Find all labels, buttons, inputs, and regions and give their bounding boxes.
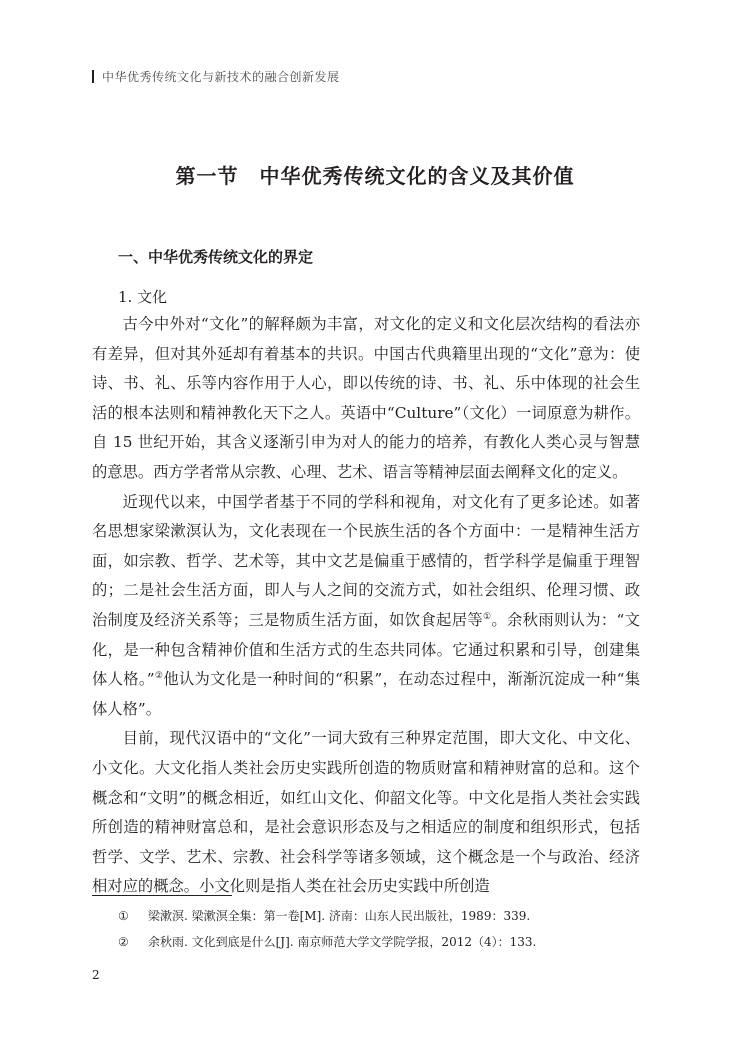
paragraph-1: 古今中外对“文化”的解释颇为丰富，对文化的定义和文化层次结构的看法亦有差异，但对其外延却有着基本的共识。中国古代典籍里出现的“文化”意为：使诗、书、礼、乐等内容作用于人心，即以传统的诗、书、礼、乐中体现的社会生活的根本法则和精神教化天下之人。英语中“Culture”（文化）一词原意为耕作。自 15 世纪开始，其含义逐渐引申为对人的能力的培养，有教化人类心灵与智慧的意思。西方学者常从宗教、心理、艺术、语言等精神层面去阐释文化的定义。 bbox=[92, 315, 640, 481]
page-number: 2 bbox=[92, 968, 100, 982]
footnote-mark: ① bbox=[118, 909, 129, 923]
item-heading: 1. 文化 bbox=[118, 288, 168, 306]
paragraph-3: 目前，现代汉语中的“文化”一词大致有三种界定范围，即大文化、中文化、小文化。大文化指人类社会历史实践所创造的物质财富和精神财富的总和。这个概念和“文明”的概念相近，如红山文化、仰韶文化等。中文化是指人类社会实践所创造的精神财富总和，是社会意识形态及与之相适应的制度和组织形式，包括哲学、文学、艺术、宗教、社会科学等诸多领域，这个概念是一个与政治、经济相对应的概念。小文化则是指人类在社会历史实践中所创造 bbox=[92, 729, 640, 896]
paragraph-2-part-b: 。余秋雨则认为：“文化，是一种包含精神价值和生活方式的生态共同体。它通过积累和引导，创建集体人格。” bbox=[92, 610, 640, 689]
section-title: 第一节 中华优秀传统文化的含义及其价值 bbox=[175, 164, 575, 188]
footnote-divider bbox=[92, 895, 232, 896]
footnote-ref-2[interactable]: ② bbox=[154, 671, 164, 682]
header-bar bbox=[92, 70, 94, 83]
running-header bbox=[92, 68, 340, 85]
footnote-text: 梁漱溟. 梁漱溟全集：第一卷[M]. 济南：山东人民出版社，1989：339. bbox=[148, 909, 531, 923]
paragraph-2 bbox=[92, 488, 640, 725]
body-text bbox=[92, 310, 640, 902]
running-title: 中华优秀传统文化与新技术的融合创新发展 bbox=[102, 70, 340, 84]
footnote-mark: ② bbox=[118, 935, 129, 949]
footnote-1 bbox=[118, 903, 536, 929]
footnotes bbox=[118, 903, 536, 955]
paragraph-2-part-c: 他认为文化是一种时间的“积累”，在动态过程中，渐渐沉淀成一种“集体人格”。 bbox=[92, 670, 641, 718]
footnote-ref-1[interactable]: ① bbox=[482, 611, 492, 622]
subsection-heading: 一、中华优秀传统文化的界定 bbox=[118, 248, 314, 266]
paragraph-2-part-a: 近现代以来，中国学者基于不同的学科和视角，对文化有了更多论述。如著名思想家梁漱溟认为，文化表现在一个民族生活的各个方面中：一是精神生活方面，如宗教、哲学、艺术等，其中文艺是偏重于感情的，哲学科学是偏重于理智的；二是社会生活方面，即人与人之间的交流方式，如社会组织、伦理习惯、政治制度及经济关系等；三是物质生活方面，如饮食起居等 bbox=[92, 492, 640, 629]
footnote-text: 余秋雨. 文化到底是什么[J]. 南京师范大学文学院学报，2012（4）：133. bbox=[148, 935, 537, 949]
footnote-2 bbox=[118, 929, 536, 955]
